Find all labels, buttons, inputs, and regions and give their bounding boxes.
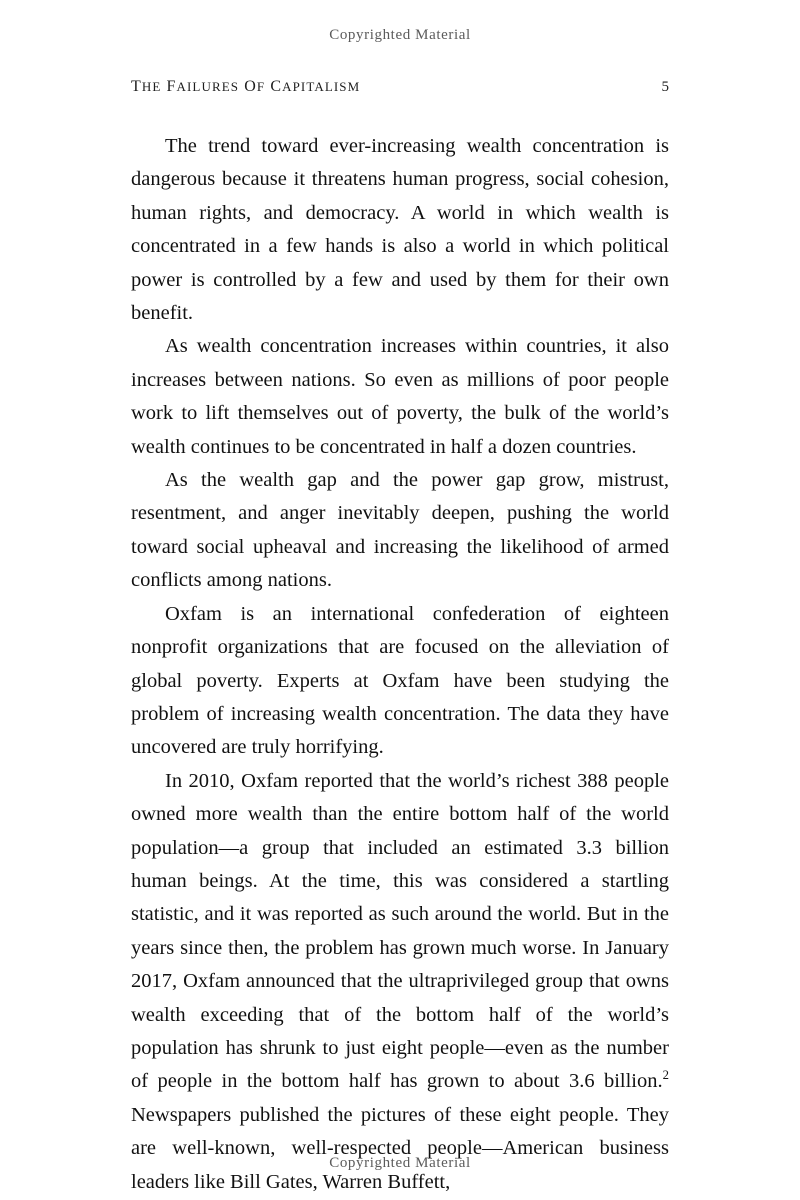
paragraph-with-footnote (131, 765, 669, 1199)
paragraph: Oxfam is an international confederation of eighteen nonprofit organizations that are focused on the alleviation of global poverty. Experts at Oxfam have been studying the problem of increasing wealth concentration. The data they have uncovered are truly horrifying. (131, 602, 669, 759)
paragraph: The trend toward ever-increasing wealth concentration is dangerous because it threatens human progress, social cohesion, human rights, and democracy. A world in which wealth is concentrated in a few hands is also a world in which political power is controlled by a few and used by them for their own benefit. (131, 135, 669, 325)
body-text (131, 130, 669, 1199)
paragraph-text: In 2010, Oxfam reported that the world’s richest 388 people owned more wealth than the entire bottom half of the world population—a group that included an estimated 3.3 billion human beings. At the time, this was considered a startling statistic, and it was reported as such around the world. But in the years since then, the problem has grown much worse. In January 2017, Oxfam announced that the ultraprivileged group that owns wealth exceeding that of the bottom half of the world’s population has shrunk to just eight people—even as the number of people in the bottom half has grown to about 3.6 billion. (131, 769, 669, 1093)
copyright-watermark-bottom: Copyrighted Material (329, 1155, 471, 1171)
copyright-watermark-top: Copyrighted Material (329, 27, 471, 43)
page-number: 5 (661, 79, 669, 95)
paragraph-tail: Newspapers published the pictures of these eight people. They are well-known, well-respected people—American business leaders like Bill Gates, Warren Buffett, (131, 1103, 669, 1193)
paragraph: As the wealth gap and the power gap grow, mistrust, resentment, and anger inevitably deepen, pushing the world toward social upheaval and increasing the likelihood of armed conflicts among nations. (131, 469, 669, 592)
paragraph: As wealth concentration increases within countries, it also increases between nations. So even as millions of poor people work to lift themselves out of poverty, the bulk of the world’s wealth continues to be concentrated in half a dozen countries. (131, 335, 669, 458)
running-title: THE FAILURES OF CAPITALISM (131, 78, 361, 95)
running-head (131, 78, 669, 96)
footnote-marker: 2 (662, 1068, 669, 1083)
